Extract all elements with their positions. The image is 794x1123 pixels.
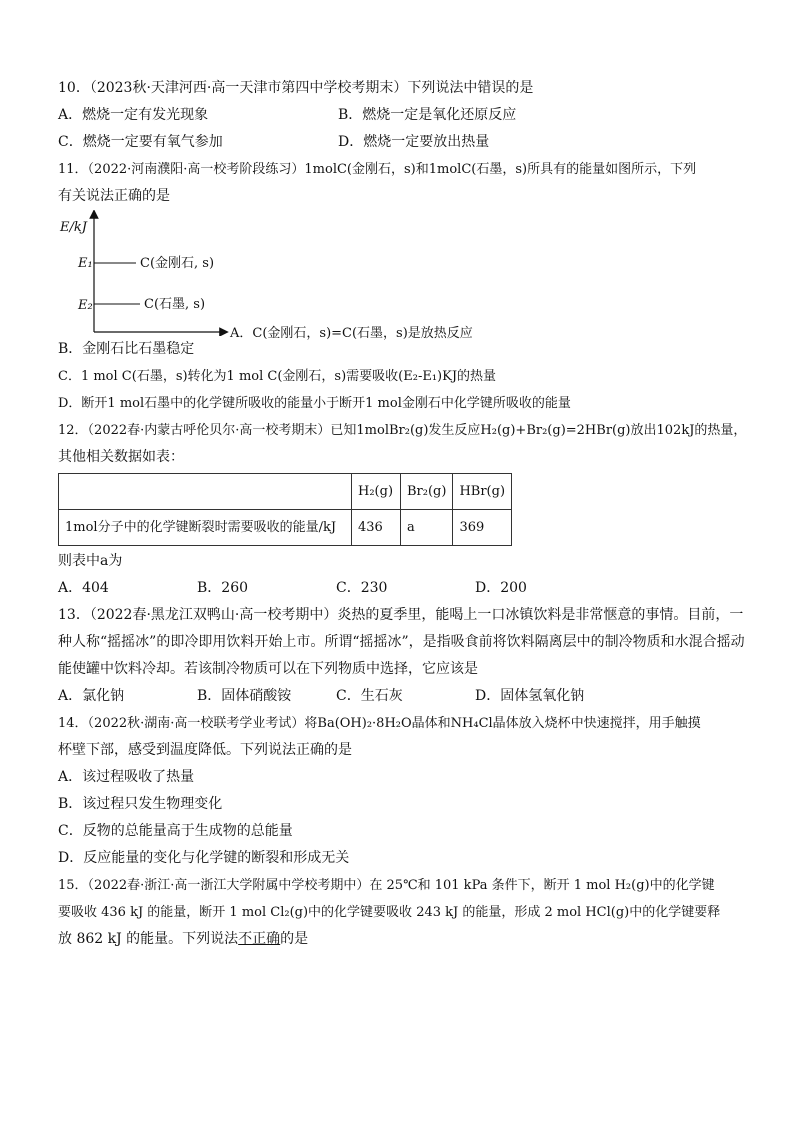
table-cell: a xyxy=(401,510,453,546)
table-header-cell xyxy=(59,474,352,510)
q12-option-c[interactable]: C．230 xyxy=(336,580,388,596)
q10-option-a[interactable]: A．燃烧一定有发光现象 xyxy=(58,107,209,123)
q12-option-d[interactable]: D．200 xyxy=(475,580,527,596)
q13-line3: 能使罐中饮料冷却。若该制冷物质可以在下列物质中选择，它应该是 xyxy=(58,661,478,677)
q12-stem-line1: 12．（2022春·内蒙古呼伦贝尔·高一校考期末）已知1molBr₂(g)发生反应H₂(g)+Br₂(g)=2HBr(g)放出102kJ的热量， xyxy=(58,423,747,438)
q14-option-b[interactable]: B．该过程只发生物理变化 xyxy=(58,796,223,812)
q13-option-c[interactable]: C．生石灰 xyxy=(336,688,403,704)
energy-level-diagram xyxy=(58,210,742,341)
document-page xyxy=(58,75,747,953)
q12-after-table: 则表中a为 xyxy=(58,553,123,569)
q14-option-a[interactable]: A．该过程吸收了热量 xyxy=(58,769,195,785)
table-row xyxy=(59,510,512,546)
q11-option-c[interactable]: C．1 mol C(石墨，s)转化为1 mol C(金刚石，s)需要吸收(E₂-E₁)KJ的热量 xyxy=(58,369,497,384)
table-header-cell: HBr(g) xyxy=(453,474,512,510)
q10-option-c[interactable]: C．燃烧一定要有氧气参加 xyxy=(58,134,223,150)
q13-line1: 13．（2022春·黑龙江双鸭山·高一校考期中）炎热的夏季里，能喝上一口冰镇饮料是非常惬意的事情。目前，一 xyxy=(58,607,744,623)
q13-line2: 种人称“摇摇冰”的即冷即用饮料开始上市。所谓“摇摇冰”，是指吸食前将饮料隔离层中的制冷物质和水混合摇动 xyxy=(58,634,745,650)
graphite-label: C(石墨, s) xyxy=(144,297,206,312)
q13-option-b[interactable]: B．固体硝酸铵 xyxy=(197,688,292,704)
q10-stem: 10．（2023秋·天津河西·高一天津市第四中学校考期末）下列说法中错误的是 xyxy=(58,80,534,96)
q12-option-a[interactable]: A．404 xyxy=(58,580,109,596)
q11-option-b[interactable]: B．金刚石比石墨稳定 xyxy=(58,341,195,357)
q12-option-b[interactable]: B．260 xyxy=(197,580,249,596)
q11-stem-line2: 有关说法正确的是 xyxy=(58,188,170,204)
q11-option-d[interactable]: D．断开1 mol石墨中的化学键所吸收的能量小于断开1 mol金刚石中化学键所吸收的能量 xyxy=(58,396,571,411)
table-header-row xyxy=(59,474,512,510)
q15-line3-prefix: 放 862 kJ 的能量。下列说法 xyxy=(58,931,239,947)
e1-label: E₁ xyxy=(78,256,93,271)
table-cell: 436 xyxy=(352,510,401,546)
table-cell: 1mol分子中的化学键断裂时需要吸收的能量/kJ xyxy=(59,510,352,546)
q13-options xyxy=(58,683,742,710)
q15-underlined-word: 不正确 xyxy=(238,931,281,947)
q10-option-d[interactable]: D．燃烧一定要放出热量 xyxy=(338,134,490,150)
q14-option-d[interactable]: D．反应能量的变化与化学键的断裂和形成无关 xyxy=(58,850,350,866)
table-header-cell: Br₂(g) xyxy=(401,474,453,510)
q12-stem-line2: 其他相关数据如表： xyxy=(58,449,184,465)
q15-line3 xyxy=(58,926,742,953)
q15-line2: 要吸收 436 kJ 的能量，断开 1 mol Cl₂(g)中的化学键要吸收 243 kJ 的能量，形成 2 mol HCl(g)中的化学键要释 xyxy=(58,905,721,920)
q14-option-c[interactable]: C．反物的总能量高于生成物的总能量 xyxy=(58,823,293,839)
q15-line3-suffix: 的是 xyxy=(280,931,309,947)
q15-line1: 15．（2022春·浙江·高一浙江大学附属中学校考期中）在 25℃和 101 kPa 条件下，断开 1 mol H₂(g)中的化学键 xyxy=(58,878,715,893)
q14-line2: 杯壁下部，感受到温度降低。下列说法正确的是 xyxy=(58,742,352,758)
diamond-label: C(金刚石, s) xyxy=(140,256,215,271)
y-axis-label: E/kJ xyxy=(60,220,87,235)
q13-option-d[interactable]: D．固体氢氧化钠 xyxy=(475,688,585,704)
q12-options xyxy=(58,575,742,602)
q10-options-row1 xyxy=(58,102,742,129)
q13-option-a[interactable]: A．氯化钠 xyxy=(58,688,125,704)
q10-options-row2 xyxy=(58,129,742,156)
table-cell: 369 xyxy=(453,510,512,546)
q14-line1: 14．（2022秋·湖南·高一校联考学业考试）将Ba(OH)₂·8H₂O晶体和NH₄Cl晶体放入烧杯中快速搅拌，用手触摸 xyxy=(58,716,701,731)
table-header-cell: H₂(g) xyxy=(352,474,401,510)
q10-option-b[interactable]: B．燃烧一定是氧化还原反应 xyxy=(338,107,517,123)
bond-energy-table xyxy=(58,473,512,546)
q11-option-a[interactable]: A．C(金刚石，s)=C(石墨，s)是放热反应 xyxy=(230,326,473,341)
e2-label: E₂ xyxy=(78,298,93,313)
q11-stem-line1: 11．（2022·河南濮阳·高一校考阶段练习）1molC(金刚石，s)和1molC(石墨，s)所具有的能量如图所示，下列 xyxy=(58,162,697,177)
